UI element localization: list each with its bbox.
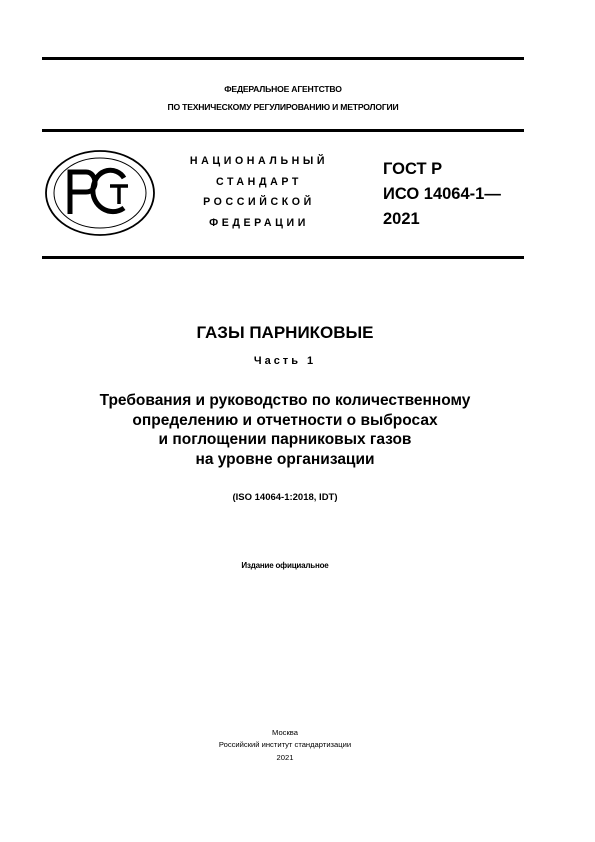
designation-line-3: 2021 <box>383 210 420 228</box>
national-standard-label <box>185 151 333 233</box>
subtitle-line-1: Требования и руководство по количественному <box>99 392 471 409</box>
national-line-3: РОССИЙСКОЙ <box>203 196 315 208</box>
document-title: ГАЗЫ ПАРНИКОВЫЕ <box>196 323 374 342</box>
part-label: Часть 1 <box>253 355 317 367</box>
header-bottom-rule <box>42 256 524 259</box>
iso-reference: (ISO 14064-1:2018, IDT) <box>232 492 338 503</box>
agency-name <box>42 80 524 116</box>
imprint <box>0 727 570 764</box>
document-subtitle <box>0 391 570 469</box>
gost-r-logo <box>44 148 156 238</box>
standard-designation <box>383 157 501 232</box>
imprint-year: 2021 <box>276 752 294 762</box>
subtitle-line-2: определению и отчетности о выбросах <box>132 411 438 429</box>
top-rule <box>42 57 524 60</box>
national-line-2: СТАНДАРТ <box>216 175 302 188</box>
subtitle-line-3: и поглощении парниковых газов <box>158 431 412 448</box>
national-line-1: НАЦИОНАЛЬНЫЙ <box>189 155 329 167</box>
subtitle-line-4: на уровне организации <box>195 450 375 468</box>
designation-line-1: ГОСТ Р <box>383 160 443 178</box>
imprint-publisher: Российский институт стандартизации <box>218 740 352 750</box>
agency-bottom-rule <box>42 129 524 132</box>
agency-line-2: ПО ТЕХНИЧЕСКОМУ РЕГУЛИРОВАНИЮ И МЕТРОЛОГИИ <box>167 102 399 112</box>
imprint-city: Москва <box>272 728 298 737</box>
designation-line-2: ИСО 14064-1— <box>383 185 501 203</box>
official-edition-label: Издание официальное <box>241 561 329 570</box>
agency-line-1: ФЕДЕРАЛЬНОЕ АГЕНТСТВО <box>224 84 342 94</box>
national-line-4: ФЕДЕРАЦИИ <box>209 216 309 229</box>
